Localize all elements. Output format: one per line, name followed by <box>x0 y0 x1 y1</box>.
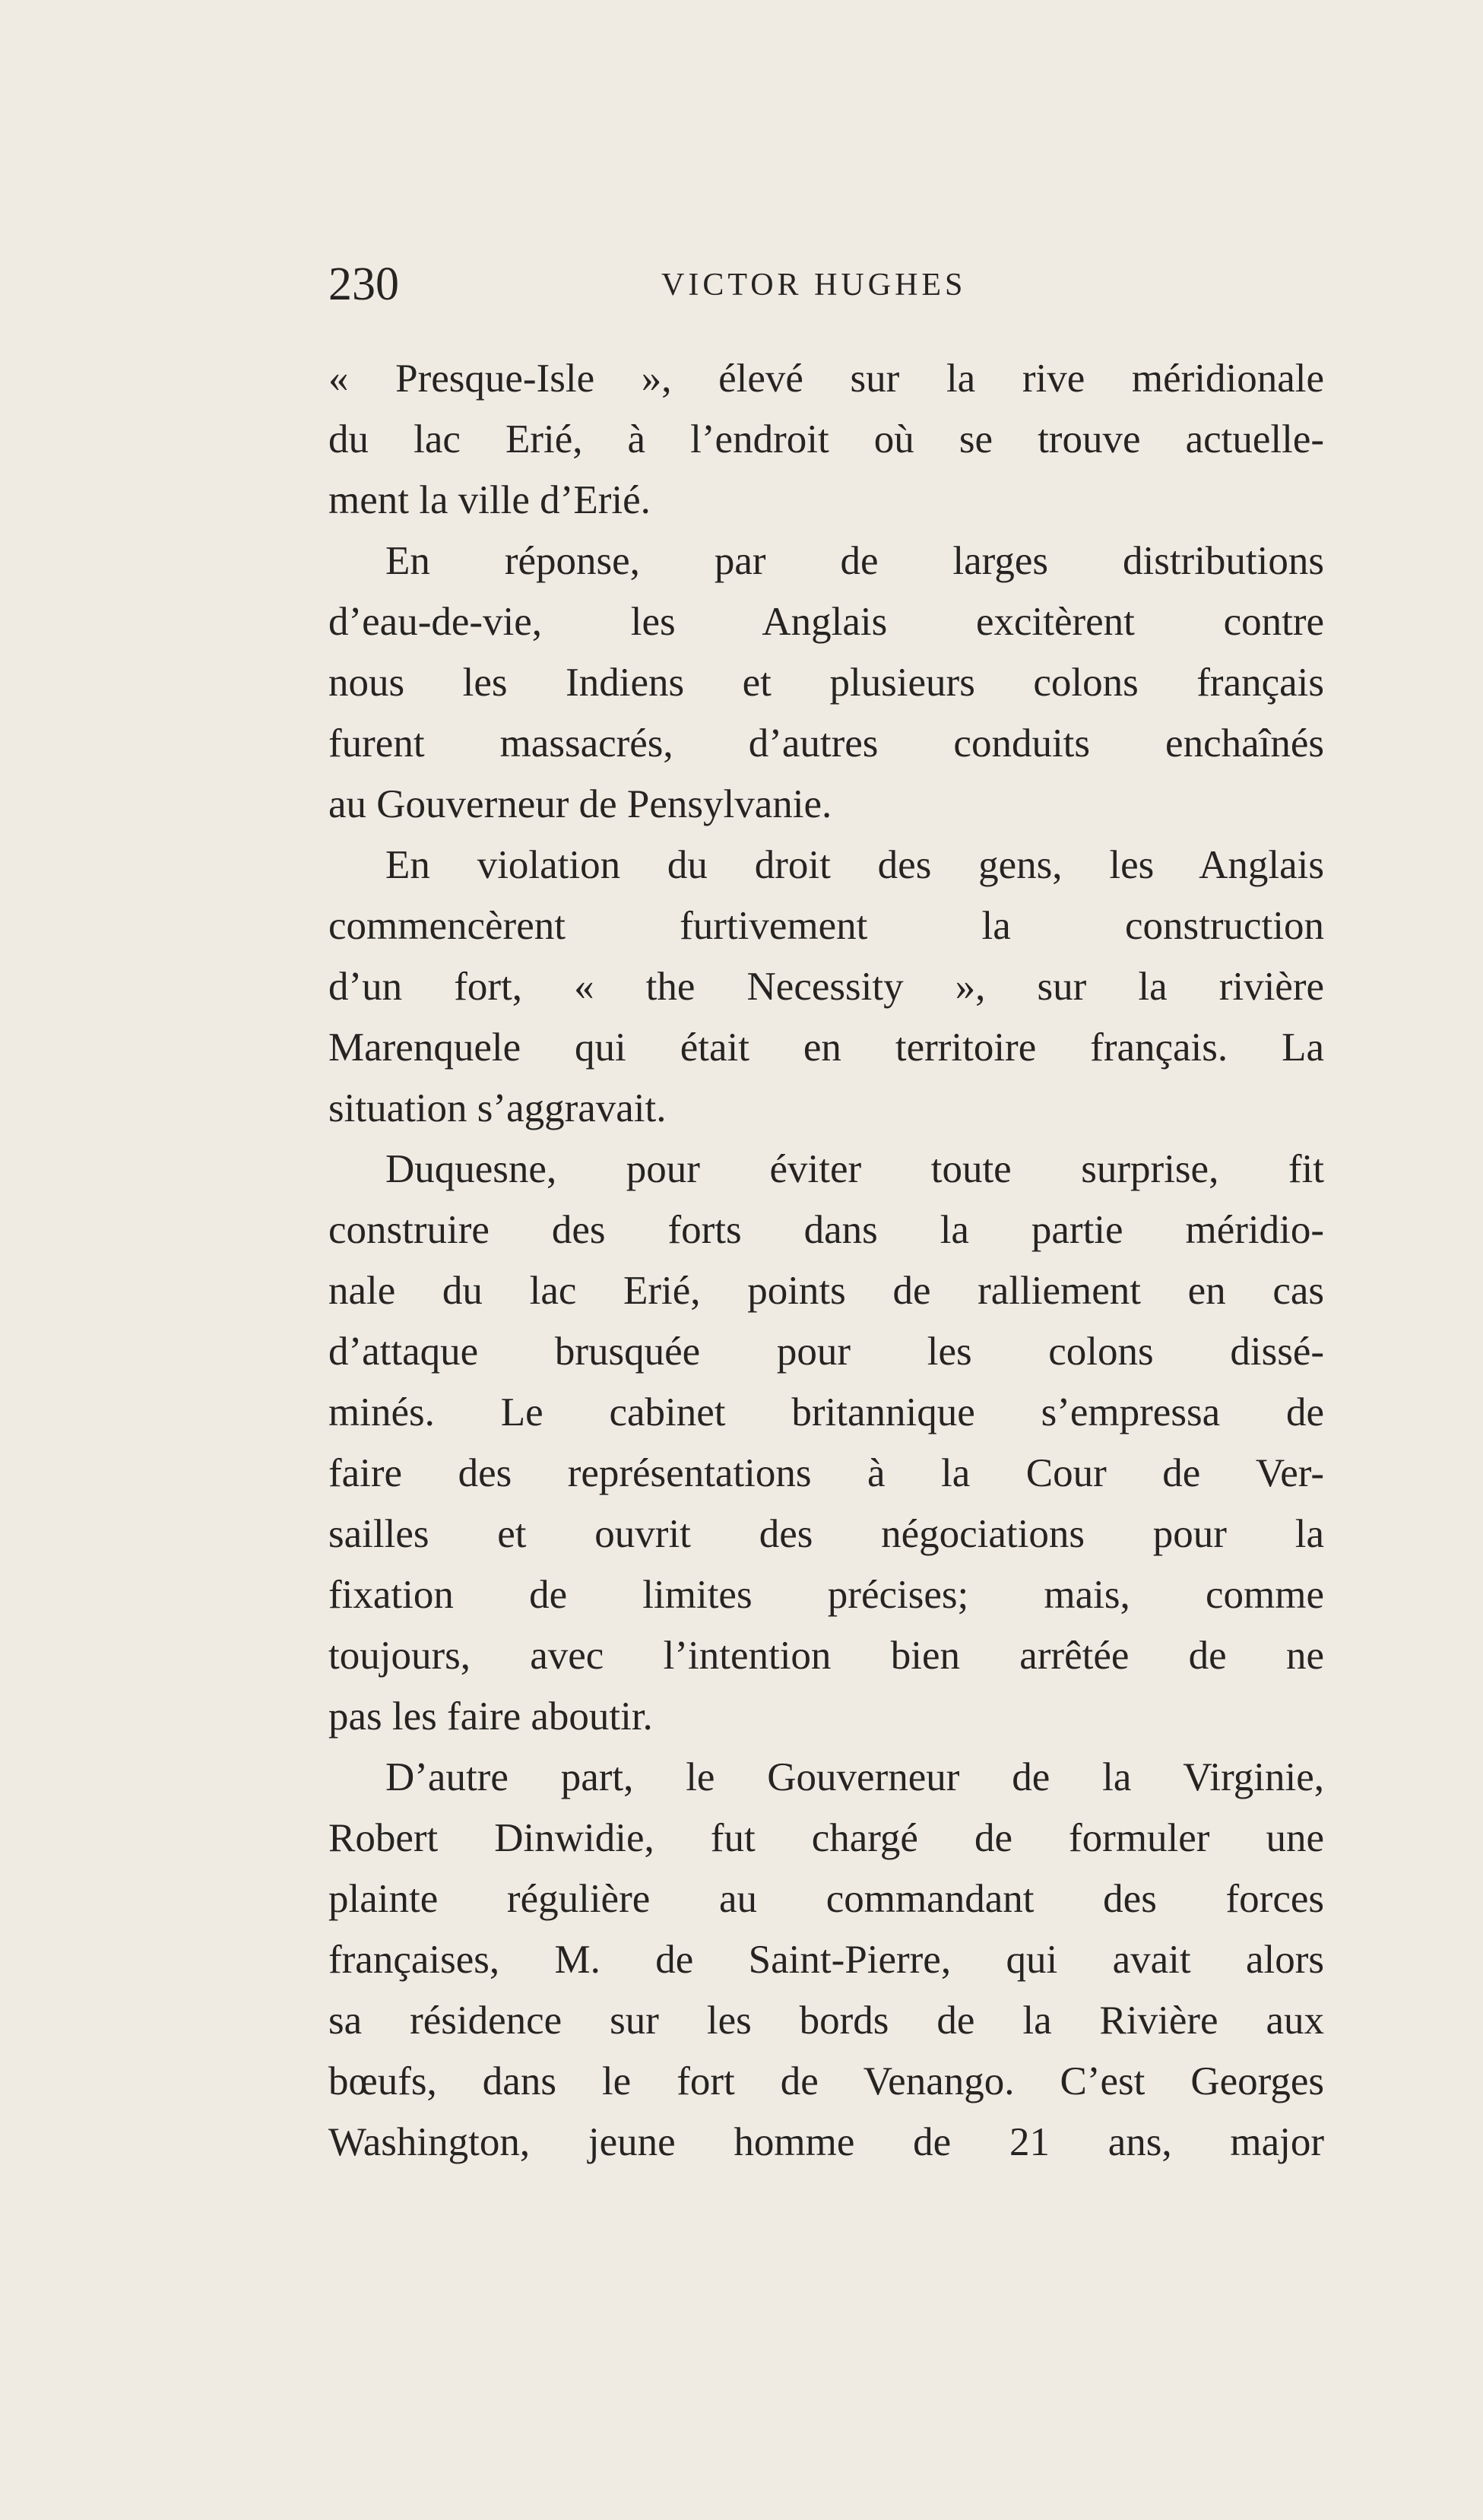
text-line: sa résidence sur les bords de la Rivière aux <box>328 1999 1324 2043</box>
text-line: En violation du droit des gens, les Anglais <box>385 843 1324 887</box>
text-line: furent massacrés, d’autres conduits enchaînés <box>328 721 1324 766</box>
text-line: d’attaque brusquée pour les colons dissé- <box>328 1330 1324 1374</box>
text-line: En réponse, par de larges distributions <box>385 539 1324 583</box>
text-line: toujours, avec l’intention bien arrêtée de ne <box>328 1634 1324 1678</box>
text-line: situation s’aggravait. <box>328 1086 667 1130</box>
text-line: au Gouverneur de Pensylvanie. <box>328 782 832 826</box>
text-line: D’autre part, le Gouverneur de la Virginie, <box>385 1755 1324 1799</box>
text-line: bœufs, dans le fort de Venango. C’est Georges <box>328 2059 1324 2103</box>
text-line: nale du lac Erié, points de ralliement en cas <box>328 1269 1324 1313</box>
text-line: sailles et ouvrit des négociations pour la <box>328 1512 1324 1556</box>
text-line: nous les Indiens et plusieurs colons français <box>328 661 1324 705</box>
text-line: fixation de limites précises; mais, comme <box>328 1573 1324 1617</box>
text-line: « Presque-Isle », élevé sur la rive méridionale <box>328 357 1324 401</box>
text-line: d’un fort, « the Necessity », sur la rivière <box>328 965 1324 1009</box>
text-line: Duquesne, pour éviter toute surprise, fit <box>385 1147 1324 1191</box>
page-number: 230 <box>328 258 399 310</box>
text-line: pas les faire aboutir. <box>328 1694 653 1739</box>
text-line: ment la ville d’Erié. <box>328 478 651 522</box>
text-line: d’eau-de-vie, les Anglais excitèrent contre <box>328 600 1324 644</box>
text-line: minés. Le cabinet britannique s’empressa de <box>328 1390 1324 1434</box>
text-line: commencèrent furtivement la construction <box>328 904 1324 948</box>
text-line: françaises, M. de Saint-Pierre, qui avait alors <box>328 1938 1324 1982</box>
text-line: Marenquele qui était en territoire français. La <box>328 1025 1324 1070</box>
text-line: plainte régulière au commandant des forces <box>328 1877 1324 1921</box>
text-line: du lac Erié, à l’endroit où se trouve actuelle- <box>328 417 1324 461</box>
text-line: construire des forts dans la partie méridio- <box>328 1208 1324 1252</box>
text-line: faire des représentations à la Cour de Ver- <box>328 1451 1324 1495</box>
page-header <box>328 254 1324 315</box>
text-line: Robert Dinwidie, fut chargé de formuler une <box>328 1816 1324 1860</box>
body-text <box>328 348 1324 2173</box>
text-line: Washington, jeune homme de 21 ans, major <box>328 2120 1324 2164</box>
running-title: VICTOR HUGHES <box>661 268 967 303</box>
